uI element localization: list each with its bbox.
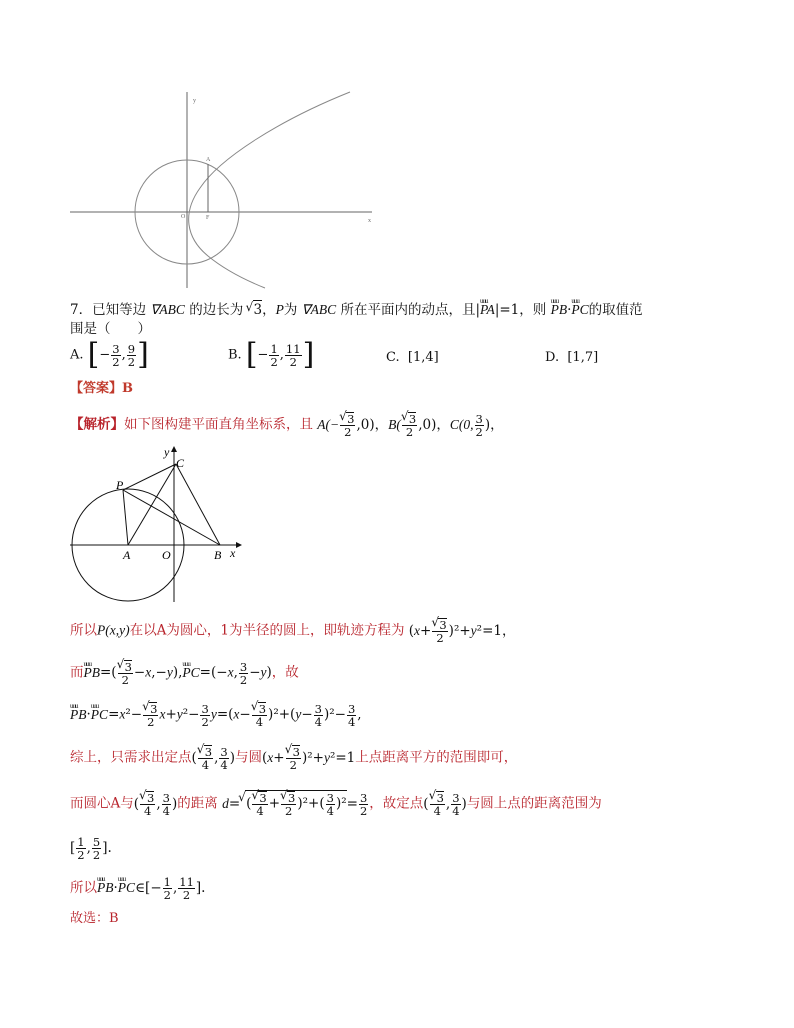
fig1-label-f: F [206, 215, 210, 221]
figure-circle-parabola [60, 88, 380, 293]
analysis-line-distance: 而圆心A与( √ $\frac{3}{4}$ , $\frac{3}{4}$ )的距离 d=√ ( √ $\frac{3}{4}$ + √ $\frac{3}{2}$ )²+( $\frac{3}{4}$ )²= $\frac{3}{2}$ ，故定点( √ $\frac{3}{4}$ , $\frac{3}{4}$ )与圆上点的距离范围为 [70, 790, 602, 817]
fig1-label-x: x [368, 218, 371, 224]
analysis-line-dot-product: uuu PB·uuu PC=x²− √ $\frac{3}{2}$ x+y²− $\frac{3}{2}$ y=(x− √ $\frac{3}{4}$ )²+(y− $\frac{3}{4}$ )²− $\frac{3}{4}$ , [70, 702, 362, 728]
fig1-label-o: O [181, 214, 186, 220]
analysis-line-result: 所以uuu PB·uuu PC∈[− $\frac{1}{2}$ , $\frac{11}{2}$ ]. [70, 876, 205, 901]
fig2-seg-pa [123, 490, 128, 545]
analysis-line-summary: 综上，只需求出定点( √ $\frac{3}{4}$ , $\frac{3}{4}$ )与圆(x+ √ $\frac{3}{2}$ )²+y²=1上点距离平方的范围即可， [70, 745, 517, 771]
answer-line: 【答案】B [70, 381, 134, 396]
fig2-label-c: C [176, 456, 185, 470]
fig1-label-y: y [193, 98, 196, 104]
fig2-label-y: y [164, 445, 170, 459]
analysis-intro: 【解析】如下图构建平面直角坐标系，且 A(− √ $\frac{3}{2}$ ,0)，B( √ $\frac{3}{2}$ ,0)，C(0, $\frac{3}{2}$ )， [70, 412, 504, 438]
question-stem-line1: 7．已知等边 ∇ABC 的边长为 √ 3，P为 ∇ABC 所在平面内的动点，且|uuu PA|=1，则 uuu PB·uuu PC的取值范 [70, 300, 643, 319]
fig2-label-o: O [162, 548, 171, 562]
sqrt-three: √ 3 [253, 300, 263, 319]
fig2-label-p: P [116, 478, 124, 492]
analysis-line-range: [ $\frac{1}{2}$ , $\frac{5}{2}$ ]. [70, 835, 112, 862]
fig2-label-a: A [123, 548, 131, 562]
final-choice: 故选：B [70, 911, 119, 926]
option-a[interactable]: A. [− $\frac{3}{2}$ , $\frac{9}{2}$ ] [70, 337, 149, 372]
analysis-line-vectors: 而uuu PB=( √ $\frac{3}{2}$ −x,−y),uuu PC=(−x, $\frac{3}{2}$ −y)，故 [70, 660, 299, 686]
figure-triangle-circle [66, 444, 256, 609]
option-c[interactable]: C. [1,4] [386, 350, 439, 365]
option-d[interactable]: D. [1,7] [545, 350, 599, 365]
question-stem-line2: 围是（ ） [70, 321, 151, 337]
fig2-label-b: B [214, 548, 222, 562]
fig1-parabola [189, 92, 350, 288]
fig2-y-arrow [171, 446, 177, 452]
fig1-label-a: A [206, 157, 211, 163]
fig2-x-arrow [236, 542, 242, 548]
fig2-label-x: x [230, 546, 236, 560]
question-number: 7． [70, 302, 93, 318]
option-b[interactable]: B. [− $\frac{1}{2}$ , $\frac{11}{2}$ ] [228, 337, 315, 372]
analysis-line-locus: 所以P(x,y)在以A为圆心，1为半径的圆上，即轨迹方程为 (x+ √ $\frac{3}{2}$ )²+y²=1， [70, 618, 515, 644]
